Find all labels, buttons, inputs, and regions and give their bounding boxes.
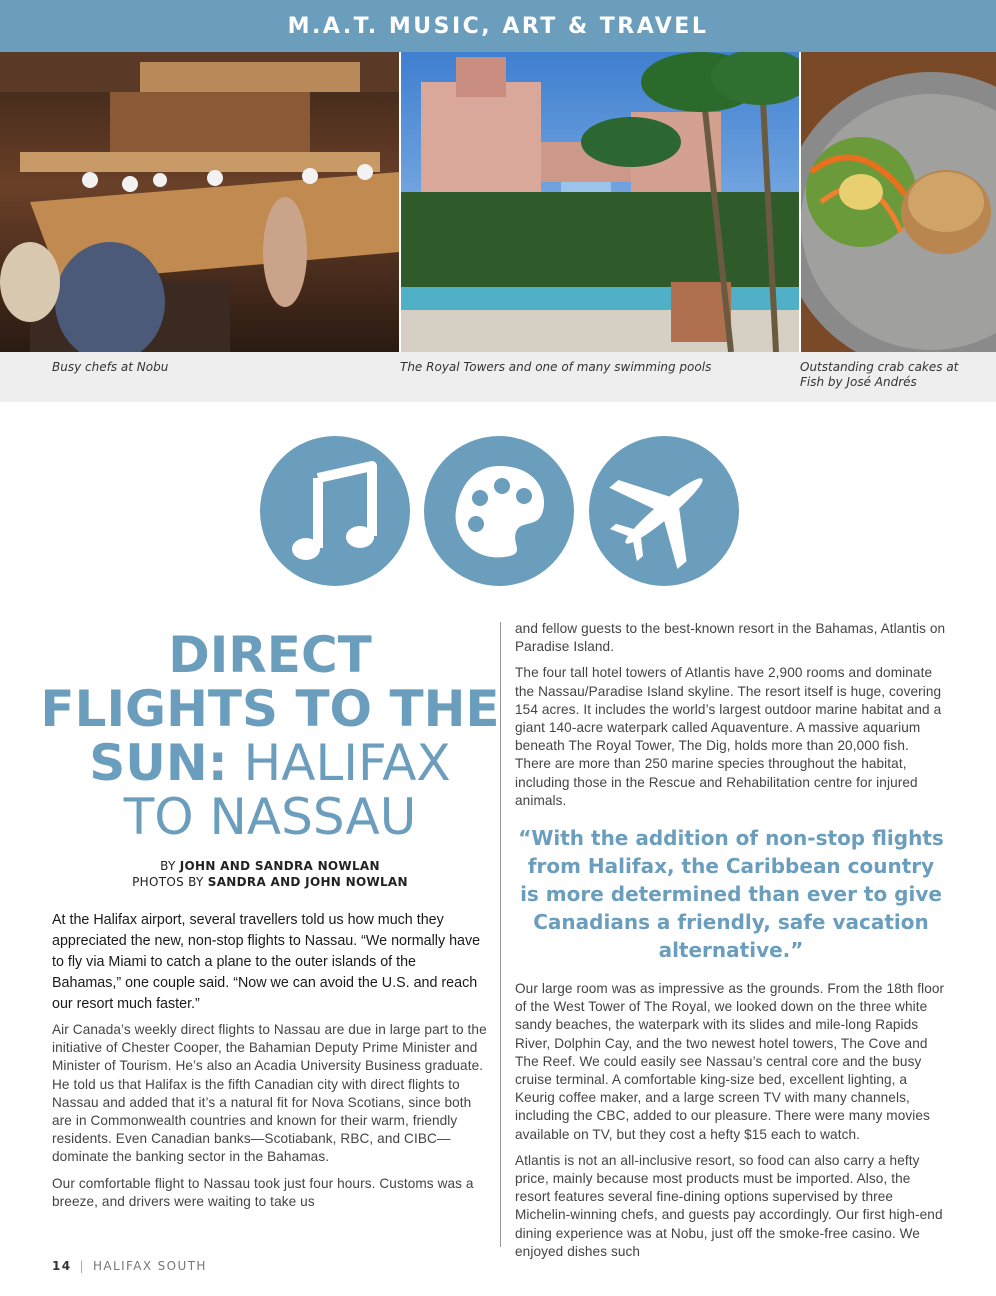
photo-nobu-chefs <box>0 52 399 352</box>
title-line-3-light: HALIFAX <box>227 734 451 792</box>
byline-prefix: BY <box>160 859 180 873</box>
photo-royal-towers <box>401 52 799 352</box>
byline-photographers: SANDRA AND JOHN NOWLAN <box>207 875 408 889</box>
title-line-1: DIRECT <box>168 626 372 684</box>
section-header <box>0 0 996 52</box>
article-title <box>40 628 500 844</box>
page-number: 14 <box>52 1259 72 1273</box>
photo-caption-royal-towers: The Royal Towers and one of many swimming pools <box>400 360 712 374</box>
photos-prefix: PHOTOS BY <box>132 875 208 889</box>
lead-paragraph: At the Halifax airport, several travellers told us how much they appreciated the new, non-stop flights to Nassau. “We normally have to fly via Miami to catch a plane to the outer islands of the Bahamas,” one couple said. “Now we can avoid the U.S. and reach our resort much faster.” <box>52 912 481 1012</box>
airplane-icon <box>589 436 739 586</box>
byline <box>40 858 500 890</box>
paint-palette-icon <box>424 436 574 586</box>
body-paragraph: Our comfortable flight to Nassau took just four hours. Customs was a breeze, and drivers were waiting to take us <box>52 1175 474 1209</box>
publication-name: HALIFAX SOUTH <box>92 1259 207 1273</box>
music-note-icon <box>260 436 410 586</box>
title-line-2: FLIGHTS TO THE <box>40 680 500 738</box>
pull-quote: “With the addition of non-stop flights from Halifax, the Caribbean country is more determined than ever to give Canadians a friendly, safe vacation alternative.” <box>518 826 944 963</box>
photo-crab-cakes <box>801 52 996 352</box>
right-column <box>515 620 947 1269</box>
column-divider <box>500 622 501 1247</box>
byline-authors: JOHN AND SANDRA NOWLAN <box>179 859 380 873</box>
section-title: M.A.T. MUSIC, ART & TRAVEL <box>287 13 709 39</box>
photo-caption-nobu: Busy chefs at Nobu <box>52 360 169 374</box>
page-footer <box>52 1259 207 1273</box>
title-line-4: TO NASSAU <box>123 788 417 846</box>
footer-separator: | <box>79 1259 85 1273</box>
body-paragraph: and fellow guests to the best-known resort in the Bahamas, Atlantis on Paradise Island. <box>515 621 946 655</box>
body-paragraph: Air Canada’s weekly direct flights to Nassau are due in large part to the initiative of Chester Cooper, the Bahamian Deputy Prime Minister and Minister of Tourism. He’s also an Acadia University Business graduate. He told us that Halifax is the fifth Canadian city with direct flights to Nassau and added that it’s a natural fit for Nova Scotians, since both are in Commonwealth countries and known for their warm, friendly residents. Even Canadian banks—Scotiabank, RBC, and CIBC—dominate the banking sector in the Bahamas. <box>52 1022 487 1165</box>
body-paragraph: Atlantis is not an all-inclusive resort, so food can also carry a hefty price, mainly because most products must be imported. Also, the resort features several fine-dining options supervised by three Michelin-winning chefs, and guests pay accordingly. Our first high-end dining experience was at Nobu, just off the smoke-free casino. We enjoyed dishes such <box>515 1152 943 1259</box>
left-column <box>52 910 488 1219</box>
body-paragraph: Our large room was as impressive as the grounds. From the 18th floor of the West Tower of The Royal, we looked down on the three white sandy beaches, the waterpark with its slides and mile-long Rapids River, Dolphin Cay, and the two newest hotel towers, The Cove and The Reef. We could easily see Nassau’s central core and the busy cruise terminal. A comfortable king-size bed, excellent lighting, a Keurig coffee maker, and a large screen TV with many channels, including the CBC, added to our pleasure. There were many movies available on TV, but they cost a hefty $15 each to watch. <box>515 981 945 1142</box>
photo-caption-crab-cakes: Outstanding crab cakes at Fish by José Andrés <box>800 360 959 389</box>
title-line-3-bold: SUN: <box>89 734 228 792</box>
body-paragraph: The four tall hotel towers of Atlantis have 2,900 rooms and dominate the Nassau/Paradise Island skyline. The resort itself is huge, covering 154 acres. It includes the world’s largest outdoor marine habitat and a giant 140-acre waterpark called Aquaventure. A massive aquarium beneath The Royal Tower, The Dig, holds more than 20,000 fish. There are more than 250 marine species throughout the habitat, including those in the Rescue and Rehabilitation centre for injured animals. <box>515 665 942 808</box>
